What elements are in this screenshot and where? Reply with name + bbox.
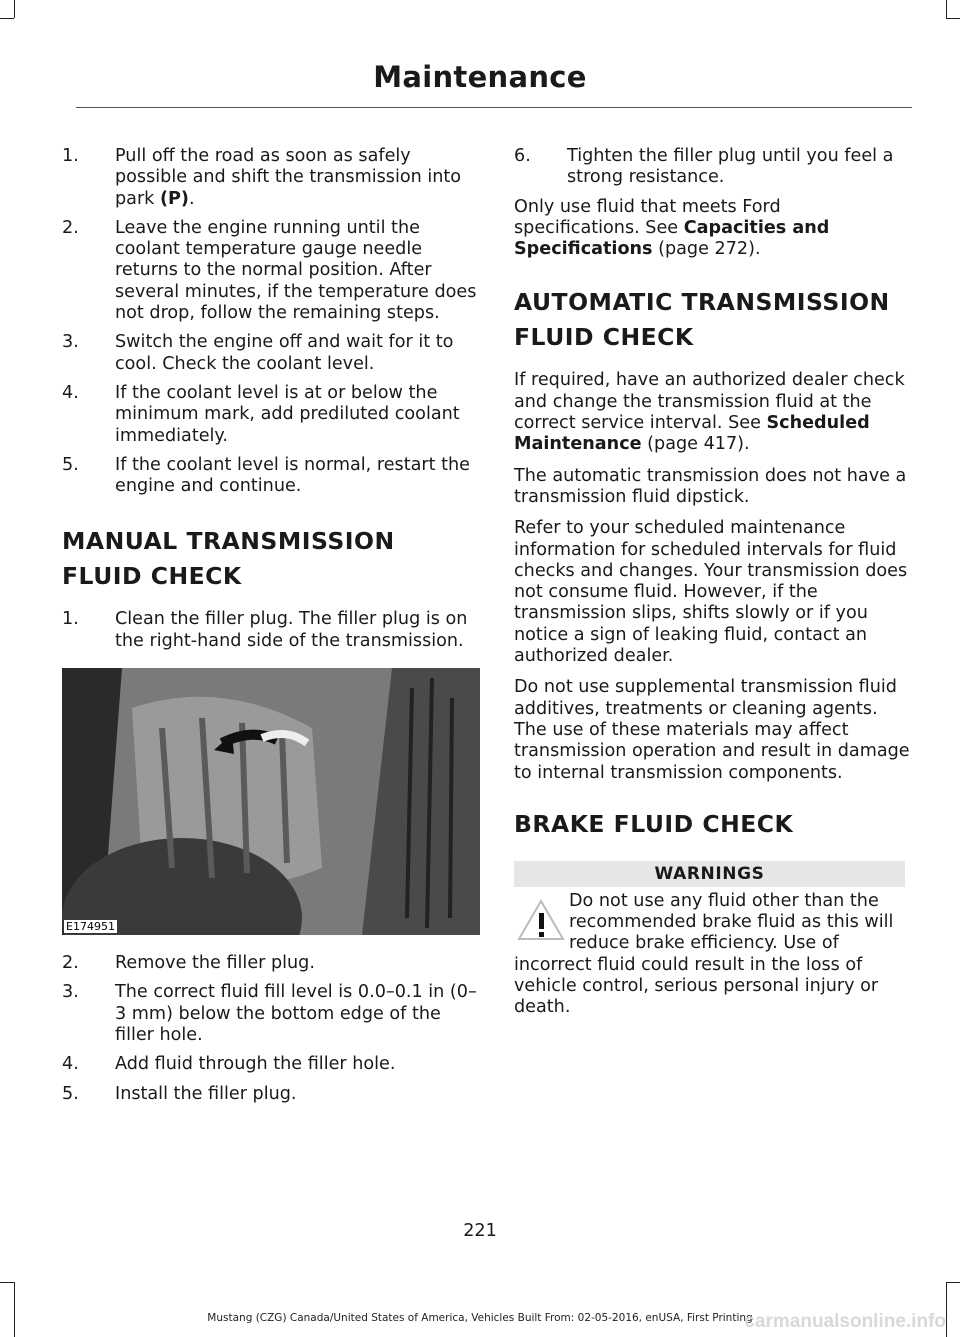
crop-mark [946,18,960,19]
list-item [62,609,482,652]
section-heading-brake: BRAKE FLUID CHECK [514,809,794,838]
auto-paragraph [514,370,910,455]
heading-line: AUTOMATIC TRANSMISSION [514,288,890,317]
step-text-suffix: . [188,188,195,209]
step-text: Switch the engine off and wait for it to cool. Check the coolant level. [115,332,454,374]
figure-illustration [62,668,480,935]
step-text: Add fluid through the filler hole. [115,1054,396,1075]
scheduled-maintenance-link[interactable]: Scheduled Maintenance [514,413,870,455]
crop-mark [946,1282,947,1337]
crop-mark [946,1282,960,1283]
warnings-box [514,861,905,1019]
step-number: 4. [62,382,79,403]
heading-line: FLUID CHECK [514,323,694,352]
list-item [62,383,482,447]
crop-mark [0,1282,14,1283]
paragraph-text: Only use fluid that meets Ford specifications. See [514,196,781,238]
list-item [514,146,910,189]
paragraph-text: (page 272). [652,239,761,260]
step-number: 4. [62,1054,79,1075]
step-number: 3. [62,332,79,353]
warning-triangle-icon [514,895,569,943]
step-text: Remove the filler plug. [115,953,315,974]
section-heading-manual [62,527,482,591]
step-text: If the coolant level is normal, restart the engine and continue. [115,454,470,497]
auto-paragraph: Refer to your scheduled maintenance information for scheduled intervals for fluid checks and changes. Your transmission does not consume fluid. However, if the transmission slips, shifts slowly or if you notice a sign of leaking fluid, contact an authorized dealer. [514,518,908,667]
warnings-title: WARNINGS [514,861,905,887]
list-item [62,455,482,498]
step-text: Pull off the road as soon as safely possible and shift the transmission into park [115,146,462,209]
list-item [62,982,482,1046]
fluid-spec-paragraph [514,197,910,261]
step-text: Install the filler plug. [115,1083,297,1104]
list-item [62,953,482,974]
warning-text: Do not use any fluid other than the recommended brake fluid as this will reduce brake efficiency. Use of incorrect fluid could result in the loss of vehicle control, serious personal injury or death. [514,890,894,1018]
list-item [62,218,482,324]
capacities-link[interactable]: Capacities and Specifications [514,217,830,260]
step-number: 5. [62,1083,79,1104]
crop-mark [946,0,947,18]
right-column [514,146,910,1019]
step-number: 6. [514,146,531,166]
step-text: The correct fluid fill level is 0.0–0.1 in (0–3 mm) below the bottom edge of the filler hole. [115,982,477,1045]
list-item [62,1084,482,1105]
step-number: 1. [62,146,79,166]
heading-line: MANUAL TRANSMISSION [62,527,395,556]
watermark: carmanualsonline.info [744,1311,946,1332]
step-number: 3. [62,982,79,1003]
step-number: 2. [62,217,79,238]
park-label: (P) [159,188,189,209]
section-heading-automatic [514,288,910,352]
step-text: Tighten the filler plug until you feel a strong resistance. [567,146,894,188]
step-number: 5. [62,454,79,475]
paragraph-text: If required, have an authorized dealer check and change the transmission fluid at the correct service interval. See [514,370,905,434]
figure-code: E174951 [66,920,115,934]
page-number: 221 [463,1221,497,1241]
list-item [62,1054,482,1075]
left-column [62,146,482,1113]
auto-paragraph: The automatic transmission does not have a transmission fluid dipstick. [514,465,907,507]
paragraph-text: (page 417). [641,434,750,455]
step-text: Clean the filler plug. The filler plug is on the right-hand side of the transmission. [115,609,468,651]
footer-text: Mustang (CZG) Canada/United States of America, Vehicles Built From: 02-05-2016, enUSA, First Printing [207,1312,753,1324]
crop-mark [14,0,15,18]
heading-line: FLUID CHECK [62,562,242,591]
step-text: If the coolant level is at or below the minimum mark, add prediluted coolant immediately. [115,382,460,446]
crop-mark [14,1282,15,1337]
step-text: Leave the engine running until the coolant temperature gauge needle returns to the normal position. After several minutes, if the temperature does not drop, follow the remaining steps. [115,217,477,324]
crop-mark [0,18,14,19]
header-divider [76,107,912,108]
transmission-filler-plug-figure [62,668,480,935]
list-item [62,146,482,210]
page-title: Maintenance [373,60,587,94]
auto-paragraph: Do not use supplemental transmission fluid additives, treatments or cleaning agents. The use of these materials may affect transmission operation and result in damage to internal transmission components. [514,677,910,783]
step-number: 1. [62,609,79,630]
step-number: 2. [62,953,79,974]
warning-body [514,891,905,1019]
list-item [62,332,482,375]
